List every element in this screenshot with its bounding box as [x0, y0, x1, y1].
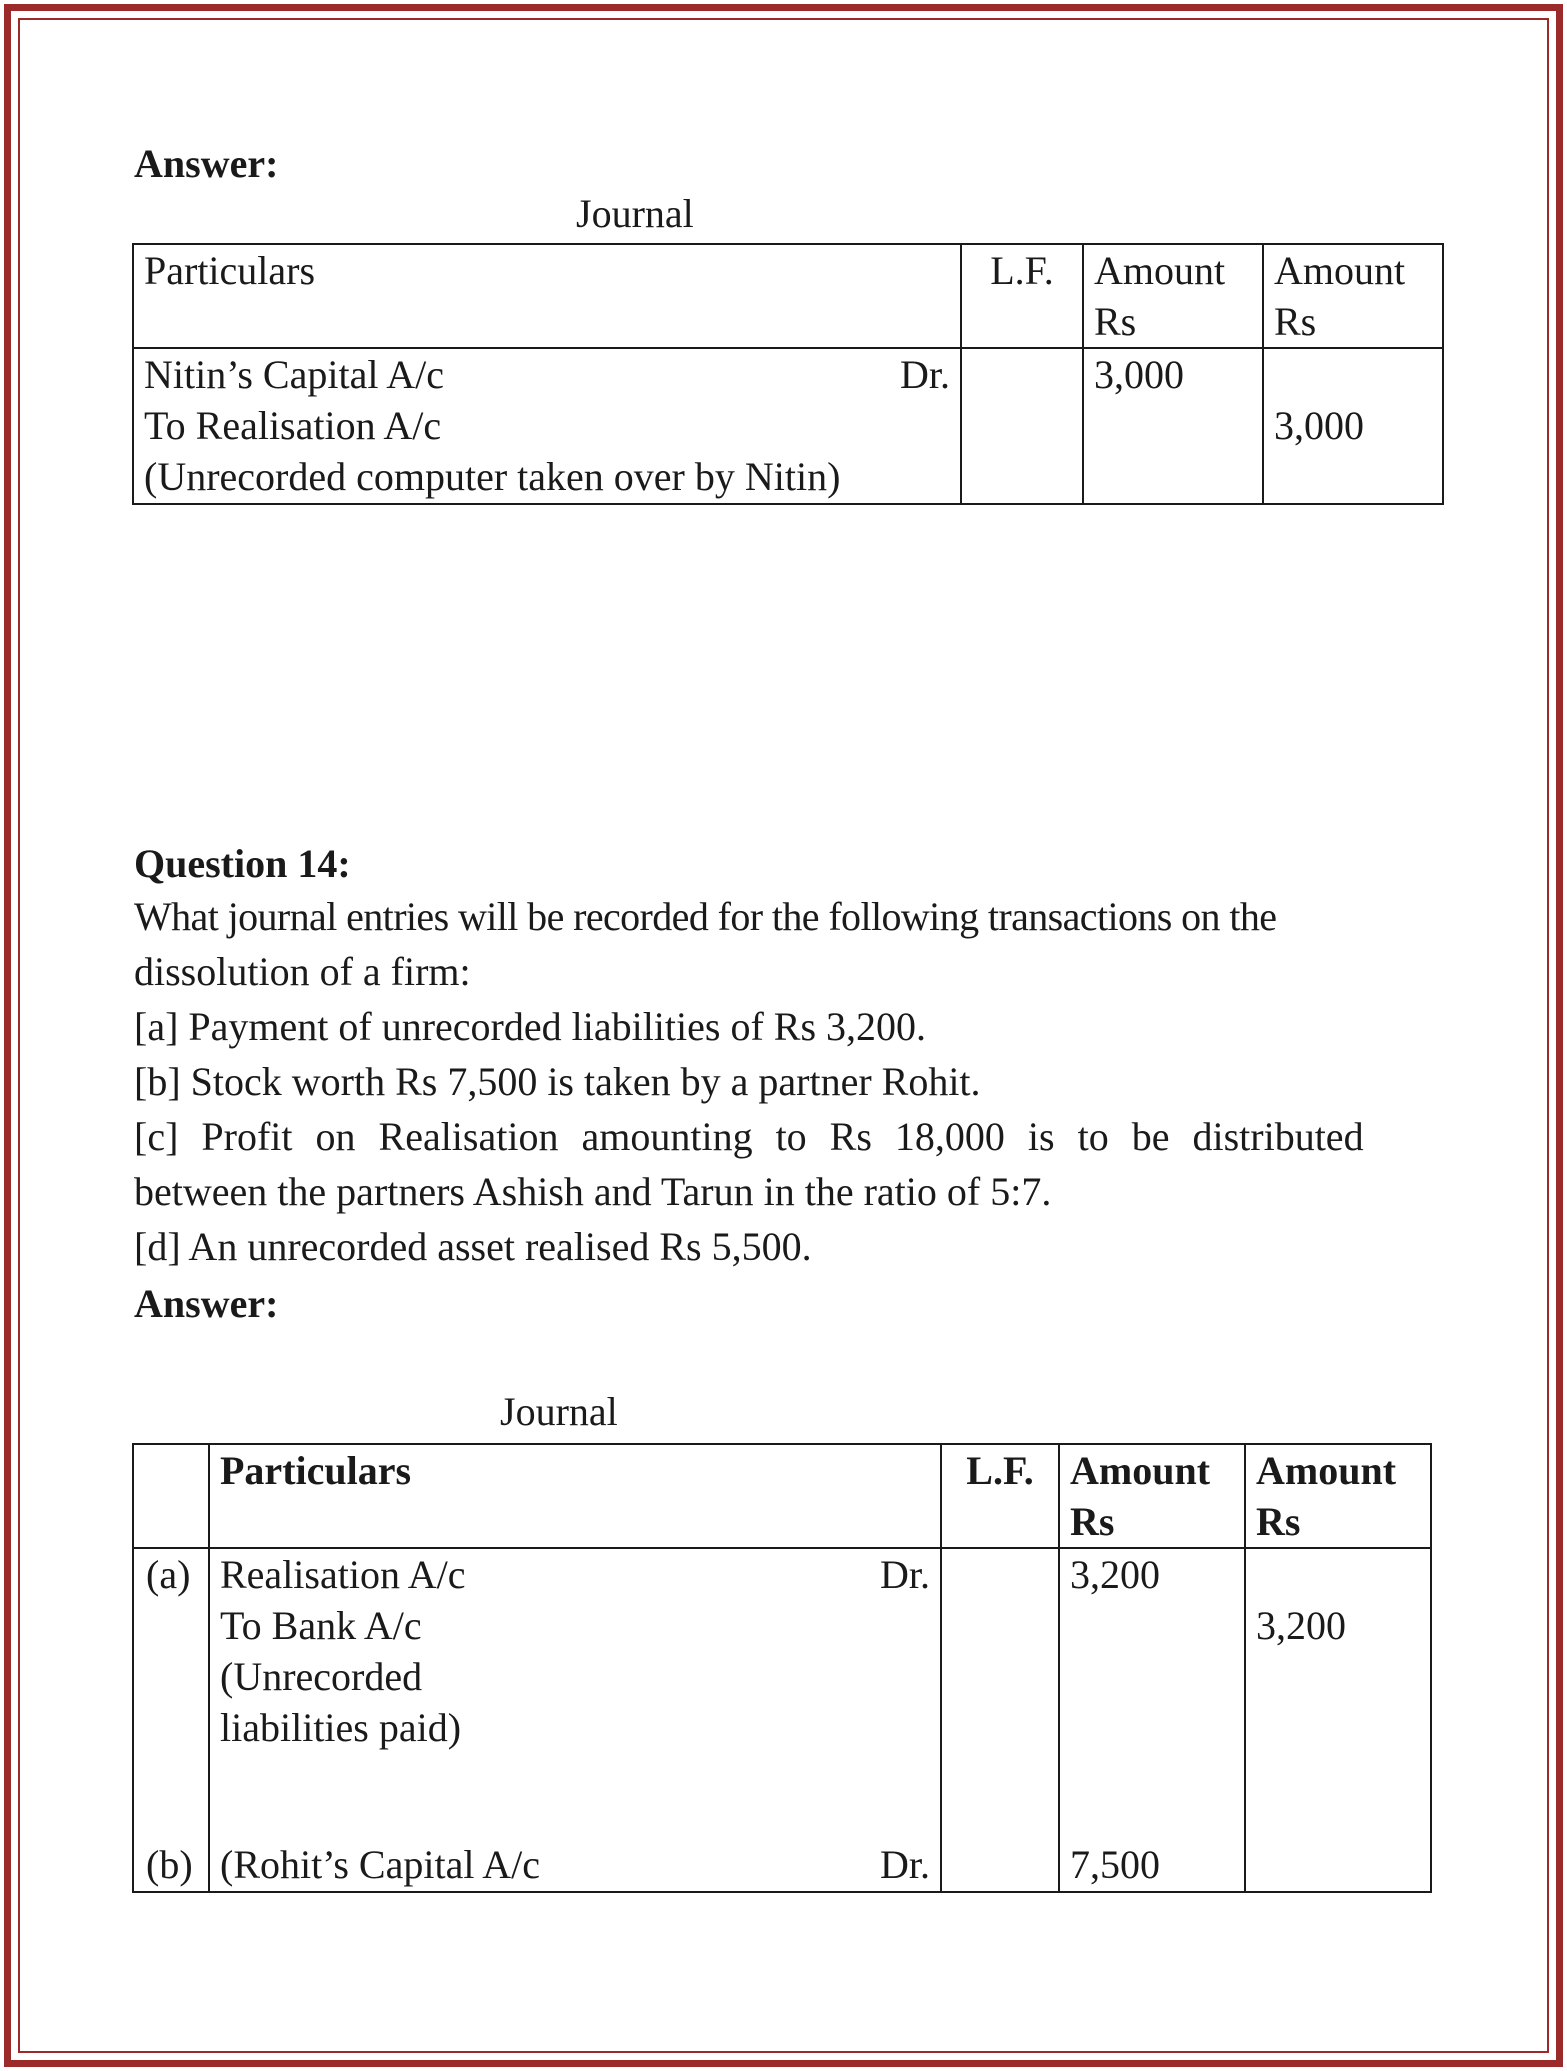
entry-lf	[961, 348, 1083, 504]
entry-a-credit-account: To Bank A/c	[220, 1603, 422, 1648]
narration: (Unrecorded computer taken over by Nitin)	[144, 454, 841, 499]
journal2-entry-a	[133, 1548, 1431, 1839]
particulars-header: Particulars	[133, 244, 961, 348]
amount-cr-header-2: Amount Rs	[1245, 1444, 1431, 1548]
journal-table-1	[132, 243, 1444, 505]
question-item-c-line2: between the partners Ashish and Tarun in the ratio of 5:7.	[134, 1169, 1052, 1214]
entry-particulars	[133, 348, 961, 504]
amount-dr-header: Amount Rs	[1083, 244, 1263, 348]
question-item-b: [b] Stock worth Rs 7,500 is taken by a partner Rohit.	[134, 1059, 981, 1104]
index-header	[133, 1444, 209, 1548]
entry-a-particulars	[209, 1548, 941, 1839]
entry-a-index: (a)	[133, 1548, 209, 1839]
answer-heading-2: Answer:	[134, 1281, 279, 1326]
question-intro-line2: dissolution of a firm:	[134, 949, 471, 994]
question-item-a: [a] Payment of unrecorded liabilities of Rs 3,200.	[134, 1004, 927, 1049]
lf-header: L.F.	[961, 244, 1083, 348]
entry-b-dr-label: Dr.	[880, 1842, 930, 1887]
journal2-header-row	[133, 1444, 1431, 1548]
dr-label: Dr.	[900, 352, 950, 397]
question-item-c-line1: [c] Profit on Realisation amounting to Rs 18,000 is to be distributed	[134, 1114, 1364, 1159]
particulars-header-2: Particulars	[209, 1444, 941, 1548]
amount-dr-header-2: Amount Rs	[1059, 1444, 1245, 1548]
question-intro-line1: What journal entries will be recorded for the following transactions on the	[134, 894, 1277, 939]
entry-b-credit-amount	[1245, 1839, 1431, 1892]
journal2-entry-b	[133, 1839, 1431, 1892]
entry-b-index: (b)	[133, 1839, 209, 1892]
journal-table-2	[132, 1443, 1432, 1893]
entry-debit-amount: 3,000	[1083, 348, 1263, 504]
entry-b-debit-amount: 7,500	[1059, 1839, 1245, 1892]
entry-a-credit-amount: 3,200	[1245, 1548, 1431, 1839]
entry-a-debit-account: Realisation A/c	[220, 1552, 466, 1597]
debit-account: Nitin’s Capital A/c	[144, 352, 444, 397]
journal-entry-row	[133, 348, 1443, 504]
entry-b-lf	[941, 1839, 1059, 1892]
entry-a-debit-amount: 3,200	[1059, 1548, 1245, 1839]
entry-b-particulars	[209, 1839, 941, 1892]
journal-caption-2: Journal	[500, 1389, 618, 1434]
entry-a-narration-2: liabilities paid)	[220, 1705, 462, 1750]
journal-caption: Journal	[576, 191, 694, 236]
credit-account: To Realisation A/c	[144, 403, 442, 448]
entry-a-dr-label: Dr.	[880, 1552, 930, 1597]
entry-b-debit-account: (Rohit’s Capital A/c	[220, 1842, 540, 1887]
entry-a-narration-1: (Unrecorded	[220, 1654, 423, 1699]
entry-credit-amount: 3,000	[1263, 348, 1443, 504]
lf-header-2: L.F.	[941, 1444, 1059, 1548]
amount-cr-header: Amount Rs	[1263, 244, 1443, 348]
answer-heading: Answer:	[134, 141, 279, 186]
question-item-d: [d] An unrecorded asset realised Rs 5,500.	[134, 1224, 812, 1269]
question-heading: Question 14:	[134, 841, 351, 886]
entry-a-lf	[941, 1548, 1059, 1839]
journal-header-row	[133, 244, 1443, 348]
